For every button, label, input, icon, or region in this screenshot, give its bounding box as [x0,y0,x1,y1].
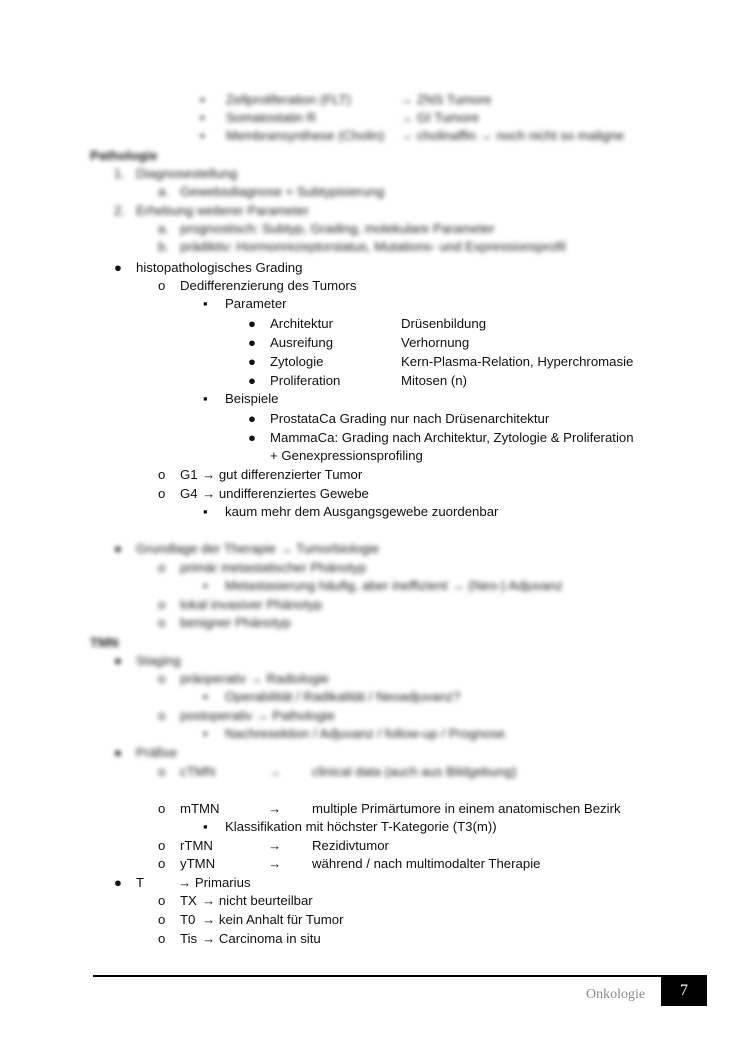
page-number: 7 [661,975,707,1006]
blur-line-6: a. Gewebsdiagnose + Subtypisierung [158,184,385,199]
footer-rule [93,975,707,977]
blur-line-5: 1. Diagnosestellung [114,166,238,181]
blur-heading-pathologie: Pathologie [90,148,158,163]
blur-line-8: a. prognostisch: Subtyp, Grading, molekulare Parameter [158,221,495,236]
blur-line-9: b. prädiktiv: Hormonrezeptorstatus, Mutations- und Expressionsprofil [158,239,566,254]
blur-heading-tmn: TMN [90,635,119,650]
blur-line-7: 2. Erhebung weiterer Parameter [114,203,309,218]
example-2-cont: + Genexpressionsprofiling [270,448,423,463]
footer-section-label: Onkologie [586,987,646,1002]
